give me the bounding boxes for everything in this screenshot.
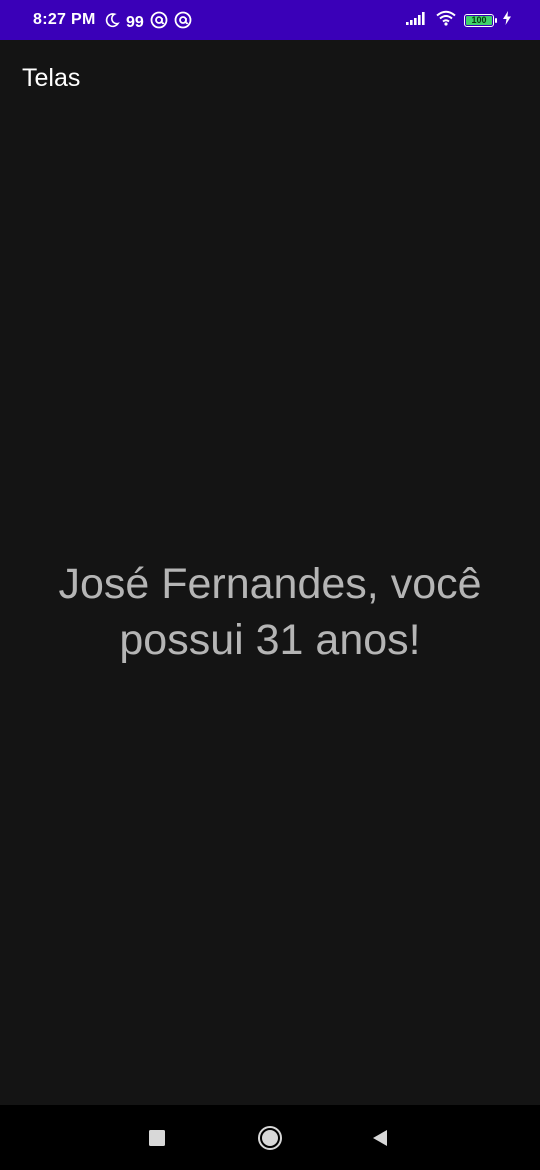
status-time: 8:27 PM	[33, 11, 96, 28]
home-icon[interactable]	[257, 1125, 283, 1151]
at-icon	[150, 11, 168, 34]
battery-icon	[464, 14, 494, 27]
status-left-icons	[104, 11, 192, 34]
signal-icon	[406, 11, 428, 30]
status-bar	[0, 0, 540, 40]
battery-level: 100	[471, 15, 487, 25]
back-icon[interactable]	[367, 1125, 393, 1151]
wifi-icon	[436, 10, 456, 31]
notification-count: 99	[126, 13, 144, 31]
at-icon	[174, 11, 192, 34]
age-message: José Fernandes, você possui 31 anos!	[58, 560, 482, 664]
recents-icon[interactable]	[144, 1125, 170, 1151]
charging-icon	[502, 11, 512, 30]
nav-bar	[0, 1105, 540, 1170]
status-right-icons	[406, 10, 512, 31]
app-title: Telas	[22, 64, 81, 92]
moon-icon	[104, 12, 120, 33]
